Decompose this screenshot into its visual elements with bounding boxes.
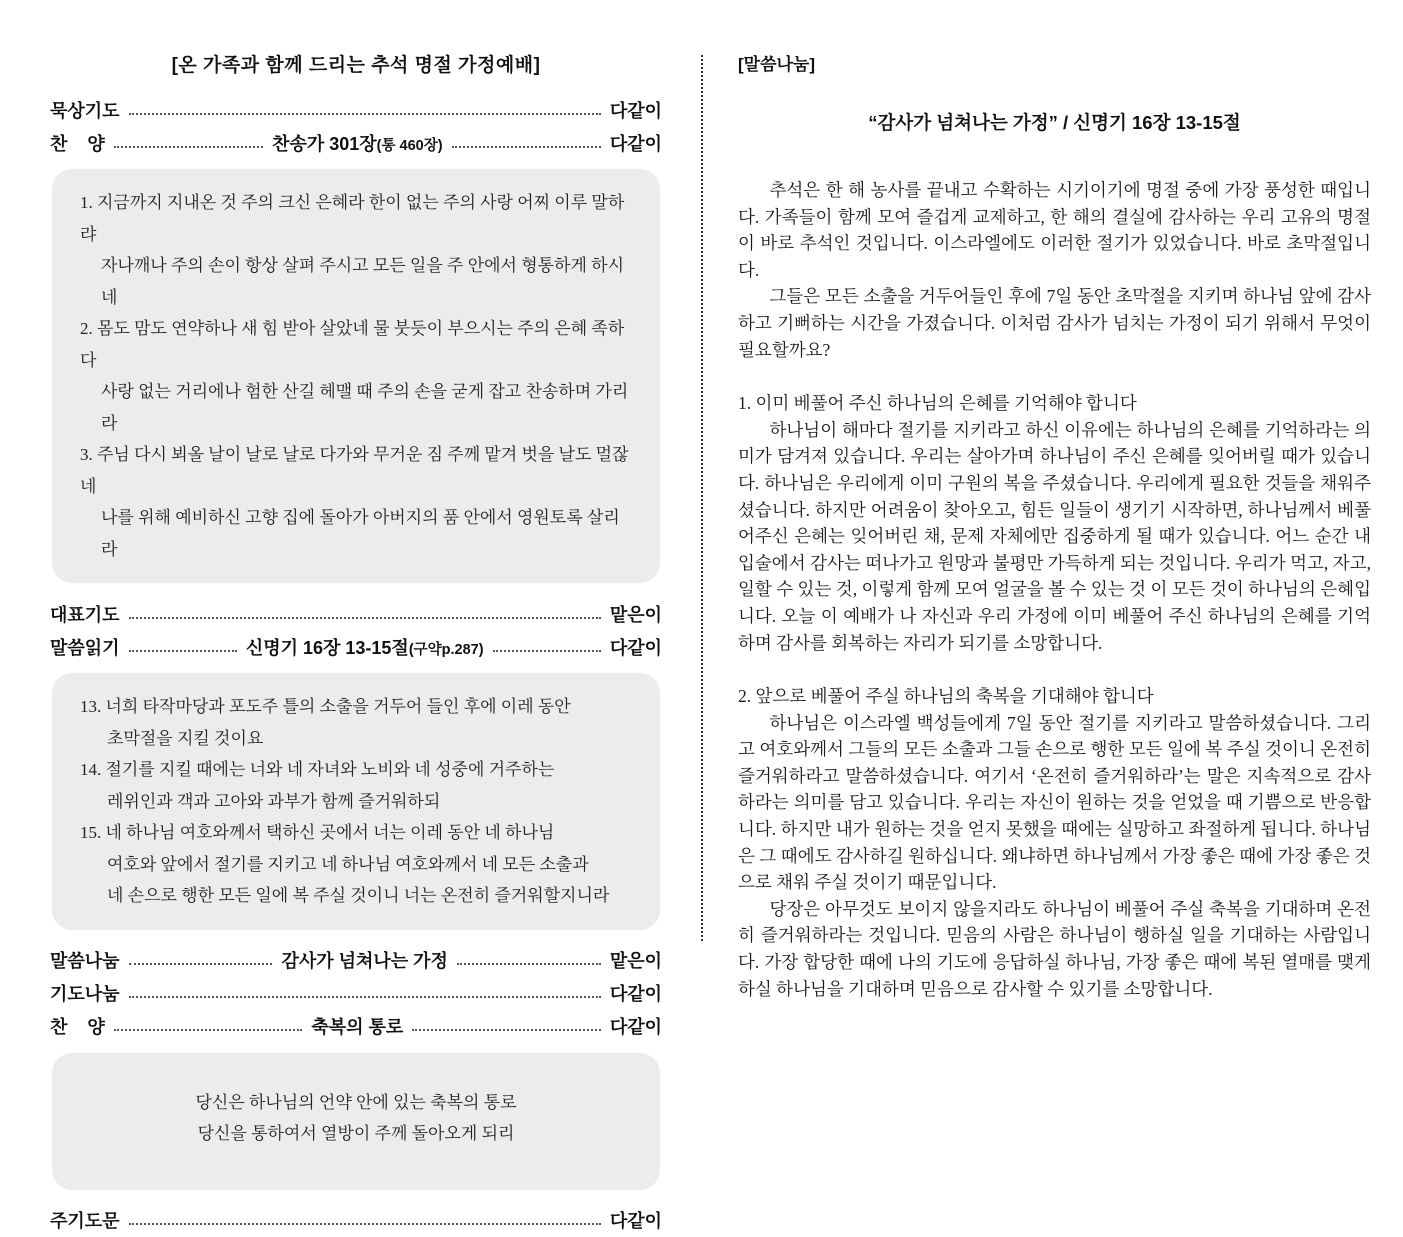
scripture-reference: 신명기 16장 13-15절 [245, 637, 409, 658]
dot-leader [129, 996, 601, 998]
sermon-heading-1: 1. 이미 베풀어 주신 하나님의 은혜를 기억해야 합니다 [738, 393, 1137, 414]
song-title: 축복의 통로 [311, 1017, 404, 1037]
order-row-song [50, 1010, 662, 1043]
song-line: 당신은 하나님의 언약 안에 있는 축복의 통로 [195, 1092, 517, 1112]
sermon-paragraph: 하나님은 이스라엘 백성들에게 7일 동안 절기를 지키라고 말씀하셨습니다. 그리고 여호와께서 그들의 모든 소출과 그들 손으로 행한 모든 일에 복 주실 것이니 온전히 즐거워하라고 말씀하셨습니다. 여기서 ‘온전히 즐거워하라’는 말은 지속적으로 감사하라는 의미를 담고 있습니다. 우리는 자신이 원하는 것을 얻었을 때 기쁨으로 반응합니다. 하지만 내가 원하는 것을 얻지 못했을 때에는 실망하고 좌절하게 됩니다. 하나님은 그 때에도 감사하길 원하십니다. 왜냐하면 하나님께서 가장 좋은 때에 가장 좋은 것으로 채워 주실 것이기 때문입니다. [738, 712, 1371, 893]
sermon-body [738, 177, 1371, 1002]
scripture-page: (구약p.287) [408, 641, 484, 658]
order-row-hymn [50, 126, 662, 159]
order-row-prayer [50, 597, 662, 630]
scripture-line: 14. 절기를 지킬 때에는 너와 네 자녀와 노비와 네 성중에 거주하는 [80, 760, 555, 779]
sermon-paragraph: 추석은 한 해 농사를 끝내고 수확하는 시기이기에 명절 중에 가장 풍성한 때입니다. 가족들이 함께 모여 즐겁게 교제하고, 한 해의 결실에 감사하는 우리 고유의 명절이 바로 추석인 것입니다. 이스라엘에도 이러한 절기가 있었습니다. 바로 초막절입니다. [738, 180, 1371, 280]
order-label: 말씀나눔 [50, 951, 120, 971]
song-line: 당신을 통하여서 열방이 주께 돌아오게 되리 [197, 1124, 515, 1143]
hymn-line: 2. 몸도 맘도 연약하나 새 힘 받아 살았네 물 붓듯이 부으시는 주의 은혜 족하다 [80, 319, 625, 370]
sermon-title-short: 감사가 넘쳐나는 가정 [281, 951, 448, 971]
order-row-lords-prayer [50, 1204, 662, 1237]
sermon-paragraph: 그들은 모든 소출을 거두어들인 후에 7일 동안 초막절을 지키며 하나님 앞에 감사하고 기뻐하는 시간을 가졌습니다. 이처럼 감사가 넘치는 가정이 되기 위해서 무엇이 필요할까요? [738, 286, 1371, 360]
order-role: 다같이 [609, 637, 662, 658]
order-label: 찬 양 [50, 133, 105, 154]
order-row-sharing [50, 944, 662, 977]
hymn-line: 나를 위해 예비하신 고향 집에 돌아가 아버지의 품 안에서 영원토록 살리라 [101, 508, 620, 559]
section-tag: [말씀나눔] [738, 55, 816, 74]
order-role: 맡은이 [609, 951, 663, 971]
dot-leader [452, 146, 601, 148]
dot-leader [129, 617, 601, 619]
order-role: 다같이 [609, 984, 662, 1004]
order-label: 말씀읽기 [50, 637, 120, 658]
hymn-line: 자나깨나 주의 손이 항상 살펴 주시고 모든 일을 주 안에서 형통하게 하시네 [101, 256, 624, 307]
hymn-line: 사랑 없는 거리에나 험한 산길 헤맬 때 주의 손을 굳게 잡고 찬송하며 가리라 [101, 382, 629, 433]
dot-leader [129, 1223, 601, 1225]
section-gap [738, 656, 1371, 683]
order-role: 다같이 [609, 100, 662, 121]
sermon-paragraph: 하나님이 해마다 절기를 지키라고 하신 이유에는 하나님의 은혜를 기억하라는 의미가 담겨져 있습니다. 우리는 살아가며 하나님이 주신 은혜를 잊어버릴 때가 있습니다. 하나님은 우리에게 이미 구원의 복을 주셨습니다. 우리에게 필요한 것들을 채워주셨습니다. 하지만 어려움이 찾아오고, 힘든 일들이 생기기 시작하면, 하나님께서 베풀어주신 은혜는 잊어버린 채, 문제 자체에만 집중하게 될 때가 있습니다. 어느 순간 내 입술에서 감사는 떠나가고 원망과 불평만 가득하게 되는 것입니다. 우리가 먹고, 자고, 일할 수 있는 것, 이렇게 함께 모여 얼굴을 볼 수 있는 것 이 모든 것이 하나님의 은혜입니다. 오늘 이 예배가 나 자신과 우리 가정에 이미 베풀어 주신 하나님의 은혜를 기억하며 감사를 회복하는 자리가 되기를 소망합니다. [738, 419, 1371, 653]
order-row-prayer-sharing [50, 977, 662, 1010]
sermon-heading-2: 2. 앞으로 베풀어 주실 하나님의 축복을 기대해야 합니다 [738, 686, 1154, 707]
order-label: 대표기도 [50, 604, 120, 625]
order-label: 묵상기도 [50, 100, 120, 121]
song-lyrics-box [52, 1053, 660, 1190]
section-gap [738, 363, 1371, 390]
order-row-reading [50, 630, 662, 663]
dot-leader [114, 1029, 303, 1031]
scripture-line: 15. 네 하나님 여호와께서 택하신 곳에서 너는 이레 동안 네 하나님 [80, 823, 555, 842]
scripture-line: 여호와 앞에서 절기를 지키고 네 하나님 여호와께서 네 모든 소출과 [107, 854, 589, 874]
hymn-line: 3. 주님 다시 뵈올 날이 날로 날로 다가와 무거운 짐 주께 맡겨 벗을 날도 멀잖네 [80, 445, 629, 496]
order-role: 다같이 [609, 133, 663, 154]
hymn-lyrics-box [52, 169, 660, 583]
order-detail [272, 130, 443, 156]
scripture-line: 네 손으로 행한 모든 일에 복 주실 것이니 너는 온전히 즐거워할지니라 [107, 886, 610, 905]
hymn-number: 찬송가 301장 [272, 133, 377, 154]
order-role: 맡은이 [609, 604, 662, 625]
dot-leader [412, 1029, 601, 1031]
dot-leader [129, 650, 237, 652]
dot-leader [457, 963, 601, 965]
order-role: 다같이 [609, 1211, 662, 1231]
scripture-text-box [52, 673, 660, 930]
dot-leader [114, 146, 263, 148]
order-label: 기도나눔 [50, 984, 120, 1004]
dot-leader [129, 113, 601, 115]
sermon-paragraph: 당장은 아무것도 보이지 않을지라도 하나님이 베풀어 주실 축복을 기대하며 온전히 즐거워하라는 것입니다. 믿음의 사람은 하나님이 행하실 일을 기대하는 사람입니다. 가장 합당한 때에 나의 기도에 응답하실 하나님, 가장 좋은 때에 복된 열매를 맺게 하실 하나님을 기대하며 믿음으로 감사할 수 있기를 소망합니다. [738, 898, 1371, 999]
page-fold-divider [701, 55, 703, 941]
order-detail [246, 634, 484, 660]
scripture-line: 레위인과 객과 고아와 과부가 함께 즐거워하되 [107, 791, 441, 811]
order-role: 다같이 [609, 1017, 662, 1037]
scripture-line: 13. 너희 타작마당과 포도주 틀의 소출을 거두어 들인 후에 이레 동안 [80, 697, 571, 716]
page-title: [온 가족과 함께 드리는 추석 명절 가정예배] [171, 55, 541, 76]
order-label: 찬 양 [50, 1017, 105, 1037]
sermon-title: “감사가 넘쳐나는 가정” / 신명기 16장 13-15절 [868, 112, 1241, 133]
sermon-page [738, 0, 1371, 999]
dot-leader [129, 963, 273, 965]
order-label: 주기도문 [50, 1211, 120, 1231]
dot-leader [493, 650, 601, 652]
scripture-line: 초막절을 지킬 것이요 [107, 728, 264, 748]
worship-order-page [50, 0, 663, 1231]
hymn-line: 1. 지금까지 지내온 것 주의 크신 은혜라 한이 없는 주의 사랑 어찌 이루 말하랴 [80, 193, 625, 244]
order-row-meditation [50, 93, 662, 126]
hymn-number-alt: (통 460장) [376, 137, 443, 154]
